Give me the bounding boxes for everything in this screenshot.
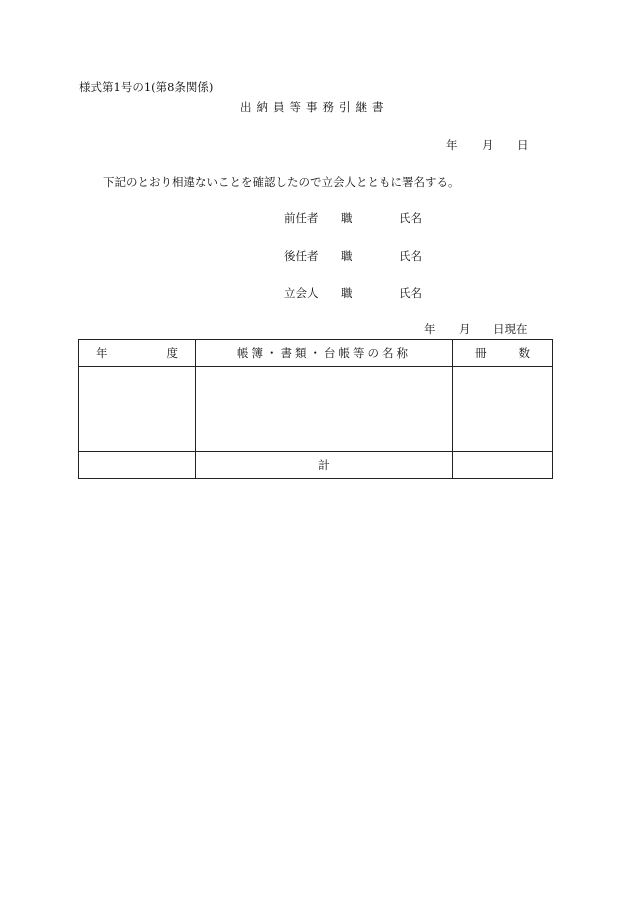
signatory-successor-name: 氏名 bbox=[399, 249, 422, 263]
date-month-label: 月 bbox=[482, 138, 494, 152]
header-document-names-label: 帳簿・書類・台帳等の名称 bbox=[237, 346, 411, 361]
cell-fiscal-year-entry[interactable] bbox=[79, 367, 196, 452]
signatory-witness-post: 職 bbox=[341, 286, 353, 300]
table-row bbox=[79, 367, 553, 452]
signatory-predecessor-post: 職 bbox=[341, 211, 353, 225]
handover-ledger-table bbox=[78, 339, 553, 479]
document-title: 出納員等事務引継書 bbox=[240, 100, 389, 114]
signatory-witness-name: 氏名 bbox=[399, 286, 422, 300]
cell-total-empty bbox=[79, 451, 196, 478]
cell-volume-count-entry[interactable] bbox=[453, 367, 553, 452]
signatory-successor-role: 後任者 bbox=[284, 249, 319, 263]
as-of-day-current-label: 日現在 bbox=[493, 322, 528, 336]
signatory-predecessor-role: 前任者 bbox=[284, 211, 319, 225]
confirmation-statement: 下記のとおり相違ないことを確認したので立会人とともに署名する。 bbox=[103, 175, 460, 189]
cell-document-names-entry[interactable] bbox=[196, 367, 453, 452]
date-year-label: 年 bbox=[446, 138, 458, 152]
cell-total-count[interactable] bbox=[453, 451, 553, 478]
header-fiscal-year bbox=[79, 340, 196, 367]
table-header-row bbox=[79, 340, 553, 367]
header-volume-count-first: 冊 bbox=[475, 346, 487, 361]
form-number: 様式第1号の1(第8条関係) bbox=[79, 80, 214, 94]
date-day-label: 日 bbox=[517, 138, 529, 152]
as-of-year-label: 年 bbox=[424, 322, 436, 336]
signatory-successor-post: 職 bbox=[341, 249, 353, 263]
header-document-names bbox=[196, 340, 453, 367]
total-label: 計 bbox=[196, 451, 453, 478]
signatory-witness-role: 立会人 bbox=[284, 286, 319, 300]
signatory-predecessor-name: 氏名 bbox=[399, 211, 422, 225]
as-of-month-label: 月 bbox=[459, 322, 471, 336]
table-total-row bbox=[79, 451, 553, 478]
header-volume-count-second: 数 bbox=[518, 346, 530, 361]
header-fiscal-year-second: 度 bbox=[166, 346, 178, 361]
header-volume-count bbox=[453, 340, 553, 367]
header-fiscal-year-first: 年 bbox=[96, 346, 108, 361]
